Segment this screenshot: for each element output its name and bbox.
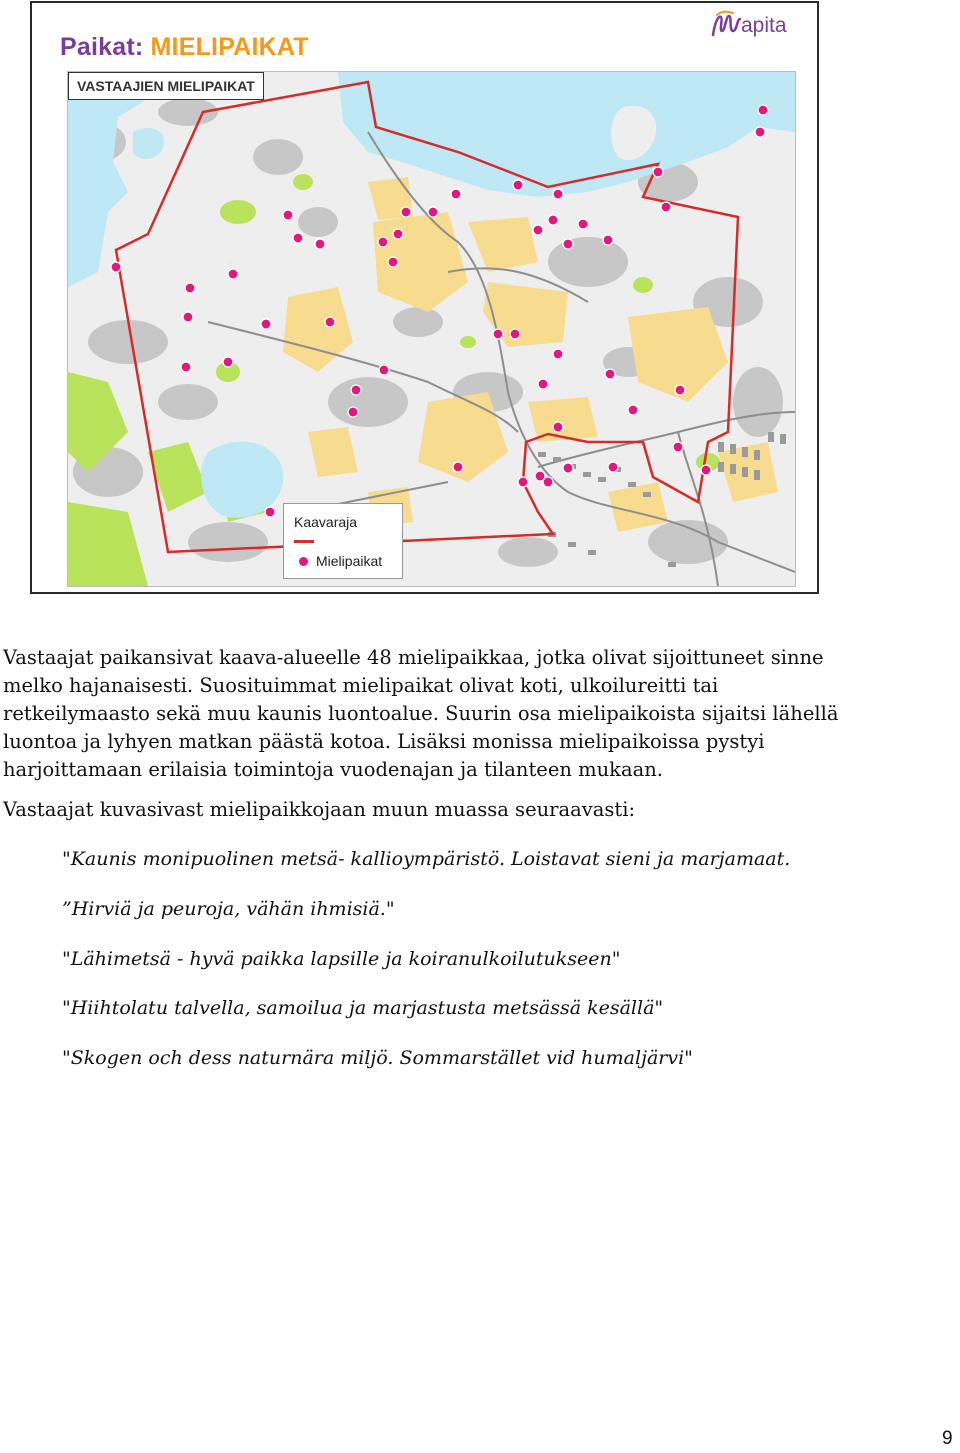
quote-item: "Hiihtolatu talvella, samoilua ja marjastusta metsässä kesällä" xyxy=(62,997,664,1019)
place-marker xyxy=(185,283,195,293)
place-marker xyxy=(510,329,520,339)
place-marker xyxy=(388,257,398,267)
place-marker xyxy=(111,262,121,272)
place-marker xyxy=(181,362,191,372)
place-marker xyxy=(265,507,275,517)
logo-text: apita xyxy=(741,14,787,37)
place-marker xyxy=(553,189,563,199)
map-label: VASTAAJIEN MIELIPAIKAT xyxy=(68,72,264,100)
place-marker xyxy=(578,219,588,229)
place-marker xyxy=(513,180,523,190)
place-marker xyxy=(608,462,618,472)
place-marker xyxy=(283,210,293,220)
slide-title-prefix: Paikat: xyxy=(60,33,151,61)
place-marker xyxy=(538,379,548,389)
place-marker xyxy=(533,225,543,235)
place-marker xyxy=(183,312,193,322)
place-marker xyxy=(378,237,388,247)
place-marker xyxy=(451,189,461,199)
paragraph-line: melko hajanaisesti. Suosituimmat mielipaikat olivat koti, ulkoilureitti tai xyxy=(3,674,719,697)
place-marker xyxy=(755,127,765,137)
place-marker xyxy=(379,365,389,375)
paragraph-line: harjoittamaan erilaisia toimintoja vuodenajan ja tilanteen mukaan. xyxy=(3,758,664,781)
slide-title-main: MIELIPAIKAT xyxy=(150,33,309,61)
paragraph-line: Vastaajat paikansivat kaava-alueelle 48 mielipaikkaa, jotka olivat sijoittuneet sinne xyxy=(3,646,824,669)
map-legend xyxy=(283,503,403,579)
slide-title xyxy=(60,33,309,62)
place-marker xyxy=(675,385,685,395)
place-marker xyxy=(548,215,558,225)
paragraph-line: retkeilymaasto sekä muu kaunis luontoalue. Suurin osa mielipaikoista sijaitsi lähellä xyxy=(3,702,839,725)
place-marker xyxy=(315,239,325,249)
quotes-intro: Vastaajat kuvasivast mielipaikkojaan muun muassa seuraavasti: xyxy=(3,798,636,821)
quote-item: ”Hirviä ja peuroja, vähän ihmisiä." xyxy=(62,898,395,920)
place-marker xyxy=(653,167,663,177)
place-marker xyxy=(228,269,238,279)
place-marker xyxy=(563,239,573,249)
map-canvas xyxy=(68,72,795,586)
place-marker xyxy=(453,462,463,472)
place-marker xyxy=(518,477,528,487)
place-marker xyxy=(325,317,335,327)
place-marker xyxy=(293,233,303,243)
place-marker xyxy=(553,349,563,359)
place-marker xyxy=(223,357,233,367)
place-marker xyxy=(351,385,361,395)
body-paragraph xyxy=(3,644,903,784)
place-marker xyxy=(603,235,613,245)
slide-figure xyxy=(30,1,819,594)
mapita-logo xyxy=(709,7,809,43)
legend-place-swatch xyxy=(299,557,308,566)
place-marker xyxy=(261,319,271,329)
place-marker xyxy=(348,407,358,417)
place-marker xyxy=(628,405,638,415)
quote-item: "Kaunis monipuolinen metsä- kallioympäristö. Loistavat sieni ja marjamaat. xyxy=(62,848,791,870)
legend-place-label: Mielipaikat xyxy=(316,553,383,569)
mapita-logo-mark xyxy=(709,7,745,43)
page-number: 9 xyxy=(942,1428,953,1449)
quote-item: "Lähimetsä - hyvä paikka lapsille ja koiranulkoilutukseen" xyxy=(62,948,621,970)
legend-boundary-label: Kaavaraja xyxy=(294,514,358,530)
place-marker xyxy=(661,202,671,212)
place-marker xyxy=(553,422,563,432)
place-marker xyxy=(701,465,711,475)
place-marker xyxy=(543,477,553,487)
place-marker xyxy=(673,442,683,452)
legend-boundary-swatch xyxy=(294,540,314,543)
place-marker xyxy=(393,229,403,239)
place-marker xyxy=(758,105,768,115)
quote-item: "Skogen och dess naturnära miljö. Sommarstället vid humaljärvi" xyxy=(62,1047,693,1069)
place-marker xyxy=(493,329,503,339)
place-marker xyxy=(563,463,573,473)
paragraph-line: luontoa ja lyhyen matkan päästä kotoa. Lisäksi monissa mielipaikoissa pystyi xyxy=(3,730,765,753)
map-image xyxy=(67,71,796,587)
place-marker xyxy=(605,369,615,379)
place-marker xyxy=(401,207,411,217)
place-marker xyxy=(428,207,438,217)
